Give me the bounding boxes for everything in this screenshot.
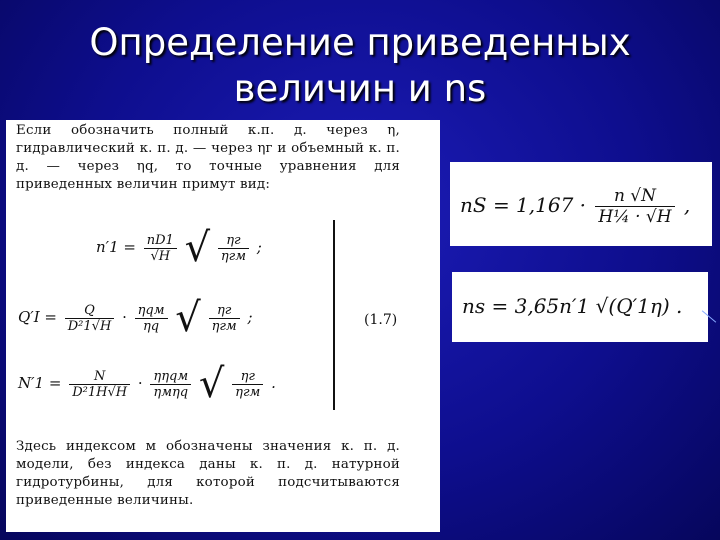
eq1-num: nD1 <box>144 233 177 249</box>
eq2-mden: ηq <box>143 318 160 334</box>
eq2-fraction <box>65 303 115 334</box>
eq3-rden: ηгм <box>235 384 261 400</box>
eq3-mnum: ηηqм <box>150 369 191 385</box>
box1-fraction <box>595 186 674 227</box>
eq3-den: D²1H√H <box>72 384 128 400</box>
eq2-num: Q <box>65 303 115 319</box>
ns-formula-box-1 <box>450 162 712 246</box>
equation-n1-power: N′1 = $\frac{N}{\text{D²1H√H}}$ · $\frac{\text{ηηqм}}{\text{ηмηq}}$ √ $\frac{\eta г}{\text{ηгм}}$ . <box>18 361 276 407</box>
slide-title-line1: Определение приведенных <box>89 21 631 64</box>
eq2-mid-fraction <box>135 303 168 334</box>
equation-n1 <box>18 225 262 271</box>
eq2-rnum: ηг <box>209 303 240 319</box>
slide-title-line2: величин и ns <box>233 67 487 110</box>
equation-q1: Q′I = $\frac{Q}{\text{D²1√H}}$ · $\frac{\text{ηqм}}{\eta q}$ √ $\frac{\eta г}{\text{ηгм}}$ ; <box>18 295 253 341</box>
ns-formula-1 <box>460 186 690 227</box>
box1-num: n √N <box>595 186 674 207</box>
eq1-root-fraction <box>218 233 249 264</box>
eq3-mden: ηмηq <box>153 384 189 400</box>
intro-paragraph: Если обозначить полный к.п. д. через η, гидравлический к. п. д. — через ηг и объемный к. п. д. — через ηq, то точные уравнения для приведенных величин примут вид: <box>16 123 400 192</box>
box1-den: H¼ · √H <box>598 207 672 227</box>
sqrt-icon: √ <box>175 295 201 341</box>
ns-formula-box-2 <box>452 272 708 342</box>
eq1-den: √H <box>150 248 171 264</box>
sqrt-icon: √ <box>184 225 211 271</box>
eq3-end: . <box>271 374 276 392</box>
scanned-text-panel <box>6 120 440 532</box>
eq1-fraction <box>144 233 177 264</box>
slide-title <box>0 20 720 112</box>
eq2-end: ; <box>247 308 253 326</box>
eq1-rden: ηгм <box>220 248 247 264</box>
eq2-rden: ηгм <box>211 318 237 334</box>
eq2-den: D²1√H <box>67 318 112 334</box>
eq3-lhs: N′1 = <box>18 374 62 392</box>
eq2-lhs: Q′I = <box>18 308 57 326</box>
equation-number: (1.7) <box>364 312 398 328</box>
ns-formula-2: ns = 3,65n′1 √(Q′1η) . <box>462 294 683 318</box>
eq3-root-fraction <box>232 369 263 400</box>
equation-brace <box>333 220 335 410</box>
eq2-root-fraction <box>209 303 240 334</box>
note-paragraph: Здесь индексом м обозначены значения к. п. д. модели, без индекса даны к. п. д. натурной гидротурбины, для которой подсчитываются приведенные величины. <box>16 439 400 508</box>
eq3-fraction <box>69 369 130 400</box>
eq1-lhs: n′1 = <box>96 238 136 256</box>
box1-lhs: nS = 1,167 · <box>460 193 587 217</box>
eq3-mid-fraction <box>150 369 191 400</box>
eq2-mnum: ηqм <box>135 303 168 319</box>
eq1-end: ; <box>256 238 262 256</box>
sqrt-icon: √ <box>198 361 225 407</box>
eq1-rnum: ηг <box>218 233 249 249</box>
eq3-num: N <box>69 369 130 385</box>
box1-end: , <box>683 193 691 217</box>
eq3-rnum: ηг <box>232 369 263 385</box>
